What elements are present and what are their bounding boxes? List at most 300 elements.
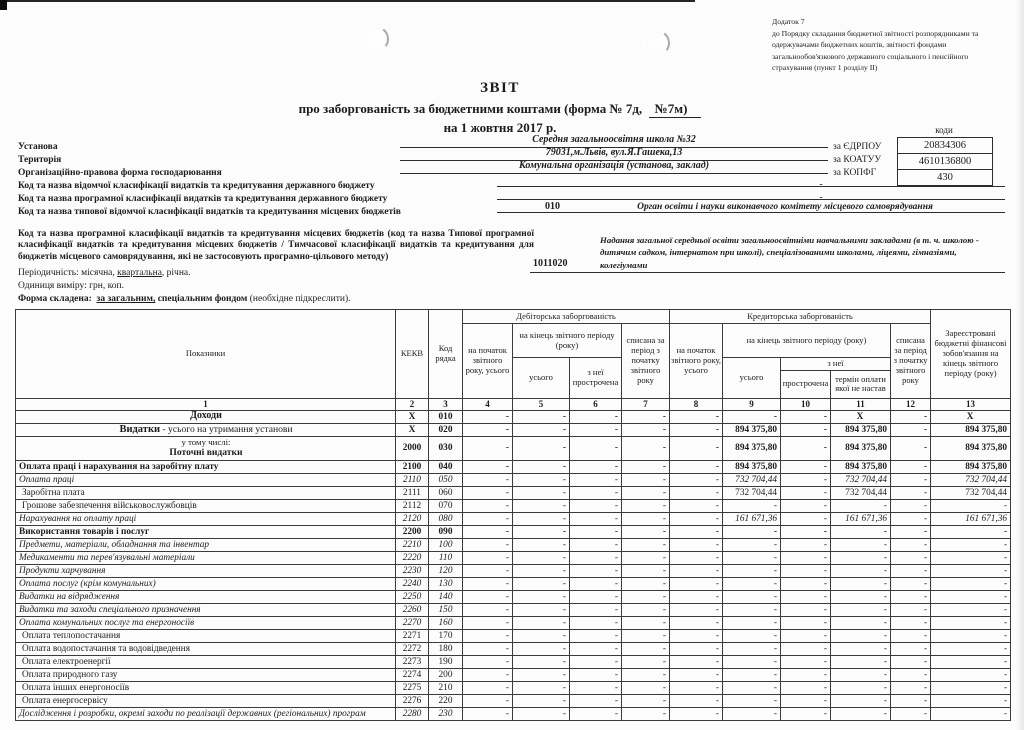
row-kekv: 2200 [396,525,429,538]
col-header-credit-not-due: термін оплати якої не настав [831,370,891,398]
row-value: 894 375,80 [723,423,781,436]
row-value: - [570,460,622,473]
row-value: - [931,668,1011,681]
row-value: - [931,616,1011,629]
row-label: Оплата природного газу [16,668,396,681]
row-code: 140 [429,590,463,603]
row-value: - [931,590,1011,603]
row-value: 894 375,80 [931,423,1011,436]
row-value: - [781,551,831,564]
row-kekv: 2000 [396,436,429,460]
col-header-debit-end-period: на кінець звітного періоду (року) [513,324,622,358]
row-value: - [891,629,931,642]
row-value: - [463,655,513,668]
row-value: - [670,707,723,720]
underline [530,272,1005,273]
row-code: 100 [429,538,463,551]
row-value: - [781,410,831,423]
row-code: 040 [429,460,463,473]
row-value: - [622,423,670,436]
row-value: - [723,410,781,423]
table-body [16,410,1011,720]
row-value: - [831,629,891,642]
table-row [16,616,1011,629]
row-value: - [513,707,570,720]
row-kekv: 2272 [396,642,429,655]
row-value: - [931,694,1011,707]
row-value: - [513,642,570,655]
row-value: - [513,629,570,642]
table-row [16,499,1011,512]
row-value: - [891,564,931,577]
row-value: - [570,655,622,668]
row-value: - [622,642,670,655]
row-value: - [723,577,781,590]
row-value: - [891,499,931,512]
table-row [16,473,1011,486]
row-value: - [891,694,931,707]
row-value: - [570,616,622,629]
annex-line: страхування (пункт 1 розділу ІІ) [772,63,878,73]
row-value: - [622,616,670,629]
row-value: - [781,642,831,655]
row-value: 161 671,36 [831,512,891,525]
row-code: 210 [429,681,463,694]
scan-corner-artifact [0,0,7,10]
row-kekv: 2240 [396,577,429,590]
row-value: - [781,499,831,512]
table-row [16,668,1011,681]
punch-hole-icon [642,28,671,57]
row-value: - [891,460,931,473]
row-value: - [622,473,670,486]
row-value: - [463,694,513,707]
row-code: 160 [429,616,463,629]
row-value: - [670,551,723,564]
row-code: 230 [429,707,463,720]
row-value: - [723,616,781,629]
row-value: - [723,707,781,720]
code-kopfg-value: 430 [898,170,992,185]
row-label: Оплата праці [16,473,396,486]
row-value: - [781,436,831,460]
row-value: - [570,668,622,681]
col-header-credit-of-it: з неї [781,358,891,371]
table-row [16,460,1011,473]
table-row [16,603,1011,616]
row-value: 894 375,80 [723,436,781,460]
row-kekv: 2273 [396,655,429,668]
row-value: - [781,564,831,577]
column-numbers-row: 1 2 3 4 5 6 7 8 9 10 11 12 13 [16,398,1011,410]
row-value: - [463,707,513,720]
row-label: Оплата енергосервісу [16,694,396,707]
row-value: - [570,681,622,694]
row-kekv: 2120 [396,512,429,525]
row-value: - [831,590,891,603]
row-label: Оплата електроенергії [16,655,396,668]
table-row [16,423,1011,436]
group-header-credit: Кредиторська заборгованість [670,310,931,324]
row-value: - [891,655,931,668]
row-value: - [570,486,622,499]
blank-line [497,186,1005,200]
label-vidomcha-klasyfikatsiia: Код та назва відомчої класифікації видатків та кредитування державного бюджету [18,181,375,191]
row-code: 120 [429,564,463,577]
row-code: 010 [429,410,463,423]
table-row [16,694,1011,707]
row-value: - [513,525,570,538]
row-value: - [670,590,723,603]
table-row [16,564,1011,577]
row-value: - [670,655,723,668]
row-value: - [891,590,931,603]
row-value: - [891,525,931,538]
row-value: - [570,577,622,590]
annex-title: Додаток 7 [772,17,805,26]
row-label: Дослідження і розробки, окремі заходи по реалізації державних (регіональних) програм [16,707,396,720]
row-value: - [670,616,723,629]
row-value: - [513,577,570,590]
row-value: - [831,707,891,720]
row-value: - [931,538,1011,551]
row-value: - [513,616,570,629]
row-value: - [781,460,831,473]
label-terytoriia: Територія [18,155,62,165]
row-value: - [723,564,781,577]
report-title [120,80,880,136]
row-value: - [622,655,670,668]
row-value: - [891,486,931,499]
col-header-debit-written-off: списана за період з початку звітного року [622,324,670,399]
row-code: 150 [429,603,463,616]
row-value: - [723,603,781,616]
row-value: - [670,681,723,694]
row-value: - [513,410,570,423]
row-value: - [570,564,622,577]
row-code: 030 [429,436,463,460]
table-row [16,655,1011,668]
row-value: - [781,655,831,668]
row-value: - [570,512,622,525]
row-value: - [670,473,723,486]
row-value: - [513,655,570,668]
row-value: - [513,694,570,707]
row-value: - [931,525,1011,538]
row-value: - [463,603,513,616]
row-value: - [622,538,670,551]
row-value: - [570,694,622,707]
row-value: 894 375,80 [831,423,891,436]
row-value: - [831,642,891,655]
row-value: - [831,525,891,538]
row-value: - [463,538,513,551]
row-value: - [831,551,891,564]
report-title-line2: про заборгованість за бюджетними коштами (форма № 7д, №7м) [120,101,880,117]
row-value: - [831,577,891,590]
row-value: 732 704,44 [831,473,891,486]
row-value: 732 704,44 [831,486,891,499]
row-label: Грошове забезпечення військовослужбовців [16,499,396,512]
row-value: - [891,681,931,694]
row-kekv: 2260 [396,603,429,616]
col-header-kod-riadka: Код рядка [429,310,463,399]
row-kekv: 2250 [396,590,429,603]
row-value: - [463,629,513,642]
row-value: - [891,642,931,655]
row-value: - [891,512,931,525]
table-row [16,538,1011,551]
row-value: - [513,681,570,694]
row-value: - [781,512,831,525]
row-value: - [670,538,723,551]
row-label: Оплата комунальних послуг та енергоносіїв [16,616,396,629]
row-code: 200 [429,668,463,681]
row-value: - [781,668,831,681]
label-typova-vidomcha: Код та назва типової відомчої класифікації видатків та кредитування місцевих бюджетів [18,207,401,217]
row-kekv: 2220 [396,551,429,564]
annex-line: до Порядку складання бюджетної звітності розпорядниками та [772,28,979,38]
table-row [16,629,1011,642]
row-value: 894 375,80 [931,460,1011,473]
row-kekv: X [396,410,429,423]
row-value: - [670,564,723,577]
row-kekv: 2271 [396,629,429,642]
row-label: Нарахування на оплату праці [16,512,396,525]
row-value: 161 671,36 [931,512,1011,525]
code-koatuu-value: 4610136800 [898,154,992,170]
row-value: - [723,694,781,707]
row-value: - [670,436,723,460]
value-org-form: Комунальна організація (установа, заклад) [400,160,828,174]
row-code: 080 [429,512,463,525]
row-value: - [831,564,891,577]
row-value: - [670,410,723,423]
row-value: - [891,707,931,720]
row-value: - [622,525,670,538]
table-row [16,577,1011,590]
row-label: Видатки - усього на утримання установи [16,423,396,436]
col-header-credit-overdue: прострочена [781,370,831,398]
row-value: - [622,681,670,694]
table-row [16,436,1011,460]
row-value: - [723,551,781,564]
typova-code: 010 [545,201,560,212]
row-value: - [723,681,781,694]
row-value: - [831,538,891,551]
row-value: - [670,642,723,655]
row-label: у тому числі: Поточні видатки [16,436,396,460]
annex-line: загальнообов'язкового державного соціального і пенсійного [772,51,969,61]
row-label: Оплата теплопостачання [16,629,396,642]
row-value: - [463,577,513,590]
row-value: - [622,668,670,681]
row-value: - [622,512,670,525]
punch-hole-icon [361,24,390,53]
row-value: - [570,473,622,486]
row-value: - [931,655,1011,668]
group-header-debit: Дебіторська заборгованість [463,310,670,324]
row-value: - [463,410,513,423]
row-value: - [463,436,513,460]
row-value: - [463,551,513,564]
program-classification-paragraph: Код та назва програмної класифікації видатків та кредитування місцевих бюджетів (код та назва Типової програмної класифікації видатків та кредитування місцевих бюджетів / Тимчасової класифікації видатків та кредитування для бюджетів місцевого самоврядування, які не застосовують програмно-цільового методу) [18,229,534,262]
row-value: - [622,694,670,707]
row-code: 090 [429,525,463,538]
row-value: - [622,499,670,512]
label-za-kopfg: за КОПФГ [833,168,877,178]
row-value: - [463,668,513,681]
row-value: - [463,525,513,538]
row-value: - [670,694,723,707]
col-header-debit-start: на початок звітного року, усього [463,324,513,399]
dash-value: - [819,179,823,190]
row-value: - [570,410,622,423]
report-title-word: ЗВІТ [480,80,520,96]
col-header-credit-start: на початок звітного року, усього [670,324,723,399]
row-value: 732 704,44 [931,473,1011,486]
row-value: - [781,707,831,720]
row-value: - [463,512,513,525]
form-made-underlined: за загальним, [96,294,156,304]
col-header-kekv: КЕКВ [396,310,429,399]
row-value: - [463,681,513,694]
row-value: - [723,525,781,538]
row-code: 190 [429,655,463,668]
row-value: - [781,603,831,616]
row-value: - [723,655,781,668]
row-label: Оплата праці і нарахування на заробітну плату [16,460,396,473]
row-value: - [622,564,670,577]
codes-header: коди [935,125,953,135]
form-made-line: Форма складена: за загальним, спеціальним фондом (необхідне підкреслити). [18,294,351,304]
col-header-debit-overdue: з неї прострочена [570,358,622,399]
row-value: - [781,486,831,499]
row-value: - [670,512,723,525]
row-kekv: 2270 [396,616,429,629]
row-label: Заробітна плата [16,486,396,499]
row-value: - [781,577,831,590]
row-value: - [622,629,670,642]
unit-line: Одиниця виміру: грн, коп. [18,281,124,291]
row-value: - [570,603,622,616]
row-value: - [570,436,622,460]
row-value: - [570,525,622,538]
dash-value: - [819,192,823,203]
typova-value: Орган освіти і науки виконавчого комітету місцевого самоврядування [637,202,933,212]
row-value: 894 375,80 [931,436,1011,460]
row-value: - [931,629,1011,642]
program-code: 1011020 [533,258,568,269]
row-value: - [831,603,891,616]
row-value: - [463,616,513,629]
row-label: Оплата послуг (крім комунальних) [16,577,396,590]
row-value: - [513,486,570,499]
annex-note [772,16,1018,74]
row-label: Видатки на відрядження [16,590,396,603]
row-value: - [570,707,622,720]
debt-report-table [15,309,1011,721]
row-label: Оплата водопостачання та водовідведення [16,642,396,655]
row-value: - [622,551,670,564]
row-value: - [622,590,670,603]
row-code: 180 [429,642,463,655]
col-header-debit-total: усього [513,358,570,399]
row-label: Доходи [16,410,396,423]
row-value: - [891,616,931,629]
row-value: - [570,629,622,642]
table-row [16,410,1011,423]
row-value: - [463,590,513,603]
row-label: Використання товарів і послуг [16,525,396,538]
row-value: - [513,668,570,681]
row-value: - [463,499,513,512]
row-value: - [622,707,670,720]
row-value: - [513,590,570,603]
row-value: - [723,590,781,603]
row-value: - [891,436,931,460]
row-value: - [513,512,570,525]
row-code: 070 [429,499,463,512]
row-value: - [781,525,831,538]
row-value: - [781,616,831,629]
row-value: - [570,642,622,655]
form-7m-underlined: №7м) [649,101,702,118]
col-header-credit-end-period: на кінець звітного періоду (року) [723,324,891,358]
label-prohramna-klasyfikatsiia: Код та назва програмної класифікації видатків та кредитування державного бюджету [18,194,388,204]
row-value: - [891,551,931,564]
table-row [16,486,1011,499]
row-value: - [891,538,931,551]
label-za-edrpou: за ЄДРПОУ [833,142,882,152]
table-row [16,512,1011,525]
row-kekv: 2210 [396,538,429,551]
row-value: X [831,410,891,423]
row-value: - [570,551,622,564]
row-value: - [513,603,570,616]
row-code: 220 [429,694,463,707]
row-value: - [622,460,670,473]
row-value: - [931,603,1011,616]
row-value: - [831,655,891,668]
row-value: - [622,577,670,590]
row-value: - [891,603,931,616]
code-edrpou-value: 20834306 [898,138,992,154]
row-value: - [931,681,1011,694]
row-value: - [781,694,831,707]
row-value: - [931,551,1011,564]
row-value: - [670,668,723,681]
row-value: - [513,423,570,436]
table-row [16,642,1011,655]
row-value: - [723,499,781,512]
row-value: - [781,629,831,642]
row-kekv: 2100 [396,460,429,473]
row-value: 894 375,80 [723,460,781,473]
row-value: - [463,473,513,486]
row-kekv: 2230 [396,564,429,577]
row-value: - [831,499,891,512]
row-value: - [513,436,570,460]
value-terytoriia: 79031,м.Львів, вул.Я.Гашека,13 [400,147,828,161]
row-value: 732 704,44 [931,486,1011,499]
row-value: - [891,423,931,436]
row-value: - [831,668,891,681]
row-value: 894 375,80 [831,460,891,473]
row-value: - [723,668,781,681]
row-value: - [931,577,1011,590]
table-row [16,681,1011,694]
